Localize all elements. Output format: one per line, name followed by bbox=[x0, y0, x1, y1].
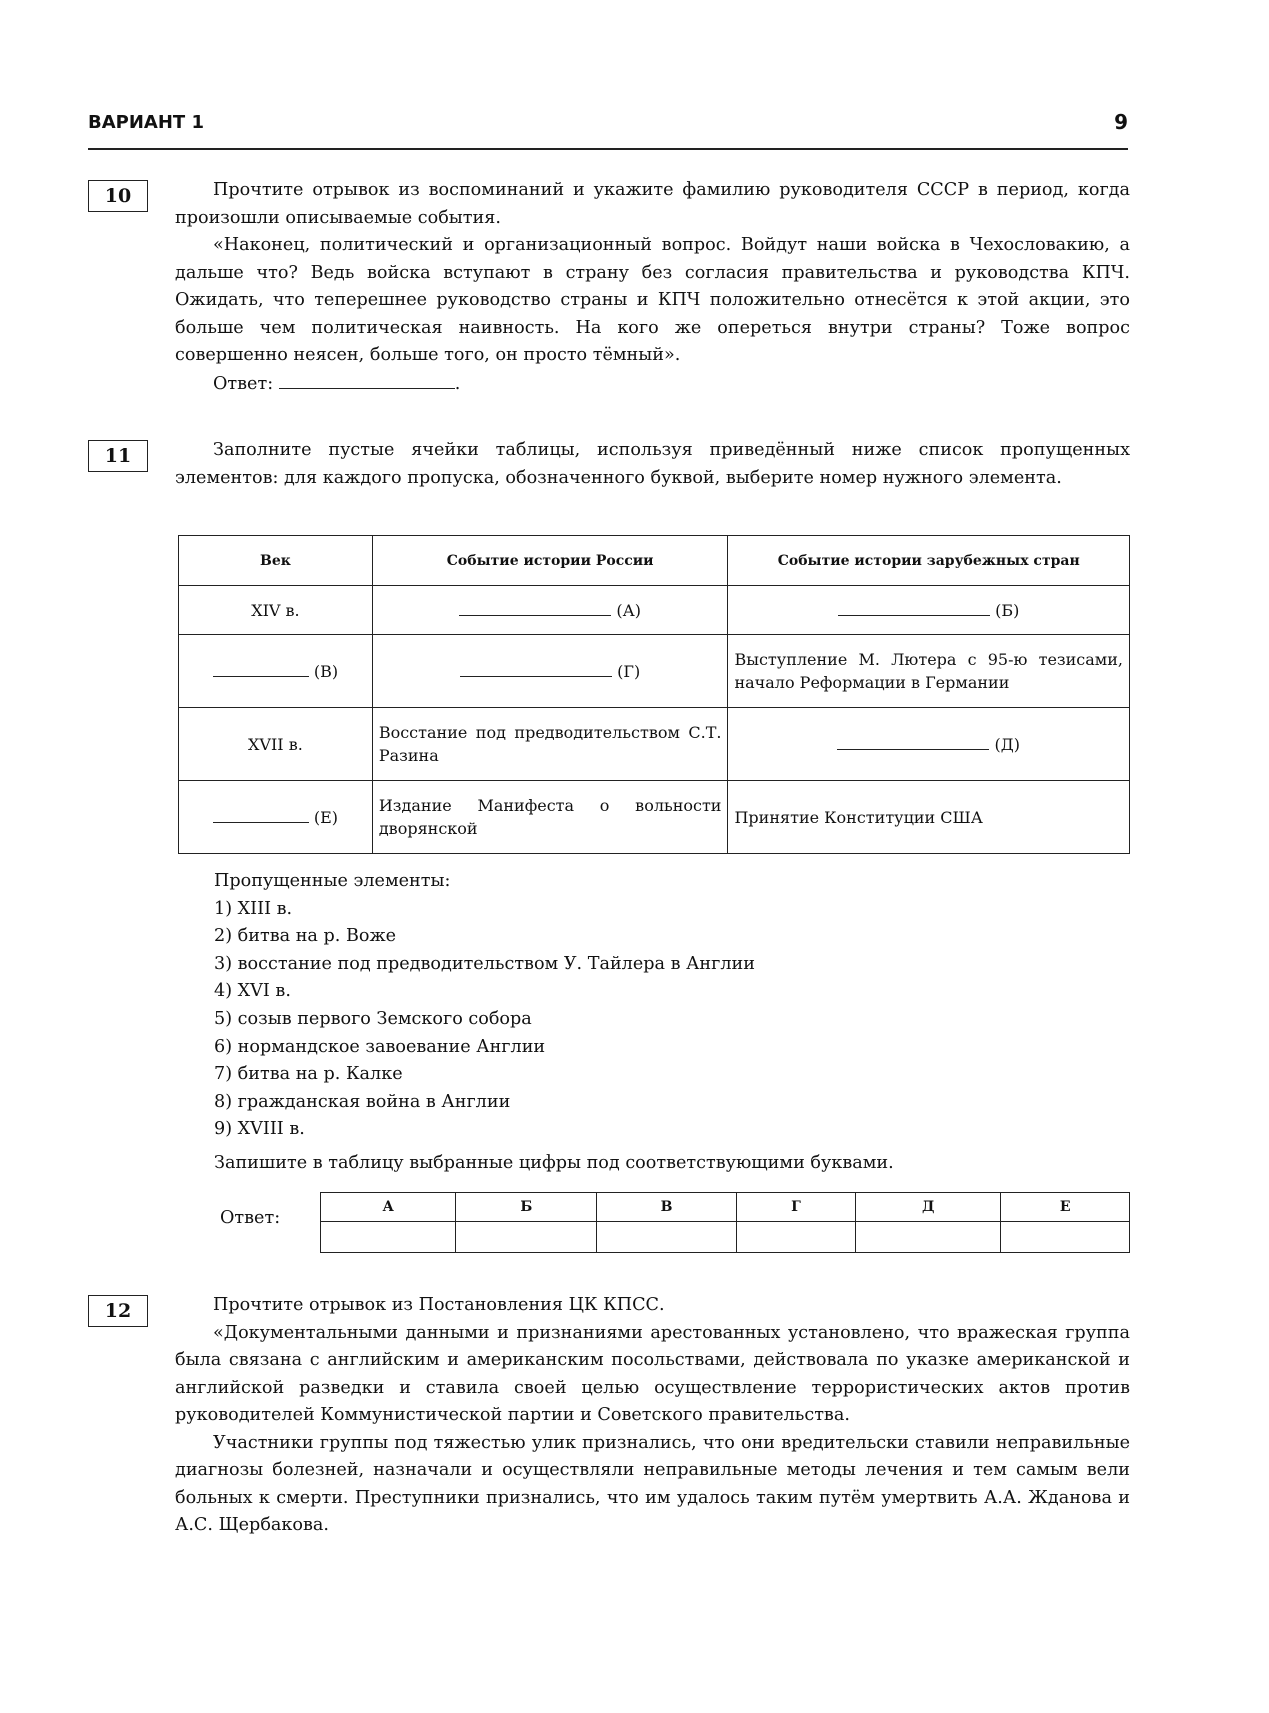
answer-letter: Б bbox=[456, 1193, 597, 1222]
answer-values-row bbox=[321, 1222, 1130, 1253]
events-table bbox=[178, 535, 1130, 854]
list-item: 5) созыв первого Земского собора bbox=[214, 1008, 532, 1029]
answer-cell[interactable] bbox=[597, 1222, 737, 1253]
answer-cell[interactable] bbox=[456, 1222, 597, 1253]
cell-russia: Восстание под предводительством С.Т. Разина bbox=[372, 708, 728, 781]
answer-cell[interactable] bbox=[856, 1222, 1001, 1253]
answer-letter: В bbox=[597, 1193, 737, 1222]
cell-foreign-blank[interactable]: (Б) bbox=[728, 586, 1130, 635]
cell-foreign: Принятие Конституции США bbox=[728, 781, 1130, 854]
cell-russia-blank[interactable]: (А) bbox=[372, 586, 728, 635]
list-item: 1) XIII в. bbox=[214, 898, 293, 919]
answer-cell[interactable] bbox=[736, 1222, 855, 1253]
answer-letter: Д bbox=[856, 1193, 1001, 1222]
question-10 bbox=[175, 177, 1130, 398]
cell-century: XIV в. bbox=[179, 586, 373, 635]
table-row bbox=[179, 781, 1130, 854]
q10-answer-field[interactable] bbox=[279, 370, 455, 389]
answer-cell[interactable] bbox=[1001, 1222, 1130, 1253]
write-instruction: Запишите в таблицу выбранные цифры под соответствующими буквами. bbox=[214, 1153, 894, 1173]
q10-quote: «Наконец, политический и организационный вопрос. Войдут наши войска в Чехословакию, а дальше что? Ведь войска вступают в страну без согласия правительства и руководства КПЧ. Ожидать, что теперешнее руководство страны и КПЧ положительно отнесётся к этой акции, это больше чем политическая наивность. На кого же опереться внутри страны? Тоже вопрос совершенно неясен, больше того, он просто тёмный». bbox=[175, 235, 1130, 365]
page-number: 9 bbox=[1114, 110, 1128, 134]
answer-letter: А bbox=[321, 1193, 456, 1222]
list-item: 3) восстание под предводительством У. Тайлера в Англии bbox=[214, 953, 756, 974]
list-item: 9) XVIII в. bbox=[214, 1119, 305, 1140]
question-number-12: 12 bbox=[88, 1295, 148, 1327]
q12-para-2: Участники группы под тяжестью улик признались, что они вредительски ставили неправильные диагнозы болезней, назначали и осуществляли неправильные методы лечения и тем самым вели больных к смерти. Преступники признались, что им удалось таким путём умертвить А.А. Жданова и А.С. Щербакова. bbox=[175, 1432, 1130, 1535]
page-header bbox=[88, 110, 1128, 150]
q12-para-1: «Документальными данными и признаниями арестованных установлено, что вражеская группа была связана с английским и американским посольствами, действовала по указке американской и английской разведки и ставила своей целью осуществление террористических актов против руководителей Коммунистической партии и Советского правительства. bbox=[175, 1322, 1130, 1425]
q12-prompt: Прочтите отрывок из Постановления ЦК КПСС. bbox=[213, 1295, 665, 1315]
question-11 bbox=[175, 437, 1130, 492]
question-number-10: 10 bbox=[88, 180, 148, 212]
q10-answer-row: Ответ: . bbox=[175, 370, 1130, 399]
header-russia: Событие истории России bbox=[372, 536, 728, 586]
question-12 bbox=[175, 1292, 1130, 1540]
answer-letter: Е bbox=[1001, 1193, 1130, 1222]
table-row bbox=[179, 586, 1130, 635]
q11-answer-label: Ответ: bbox=[220, 1208, 281, 1228]
cell-foreign-blank[interactable]: (Д) bbox=[728, 708, 1130, 781]
header-foreign: Событие истории зарубежных стран bbox=[728, 536, 1130, 586]
cell-century-blank[interactable]: (В) bbox=[179, 635, 373, 708]
table-row bbox=[179, 708, 1130, 781]
list-item: 8) гражданская война в Англии bbox=[214, 1091, 511, 1112]
answer-cell[interactable] bbox=[321, 1222, 456, 1253]
list-item: 6) нормандское завоевание Англии bbox=[214, 1036, 546, 1057]
q10-answer-label: Ответ: bbox=[213, 373, 274, 394]
list-item: 7) битва на р. Калке bbox=[214, 1064, 403, 1085]
answer-letters-row bbox=[321, 1193, 1130, 1222]
table-row bbox=[179, 635, 1130, 708]
q11-prompt: Заполните пустые ячейки таблицы, используя приведённый ниже список пропущенных элементов: для каждого пропуска, обозначенного буквой, выберите номер нужного элемента. bbox=[175, 440, 1130, 488]
missing-title: Пропущенные элементы: bbox=[214, 871, 451, 891]
cell-foreign: Выступление М. Лютера с 95-ю тезисами, начало Реформации в Германии bbox=[728, 635, 1130, 708]
list-item: 2) битва на р. Воже bbox=[214, 926, 397, 947]
cell-russia: Издание Манифеста о вольности дворянской bbox=[372, 781, 728, 854]
list-item: 4) XVI в. bbox=[214, 981, 291, 1002]
cell-russia-blank[interactable]: (Г) bbox=[372, 635, 728, 708]
cell-century: XVII в. bbox=[179, 708, 373, 781]
missing-elements-list bbox=[214, 868, 755, 1144]
variant-label: ВАРИАНТ 1 bbox=[88, 112, 204, 133]
header-century: Век bbox=[179, 536, 373, 586]
answer-grid bbox=[320, 1192, 1130, 1253]
answer-letter: Г bbox=[736, 1193, 855, 1222]
q10-prompt: Прочтите отрывок из воспоминаний и укажите фамилию руководителя СССР в период, когда произошли описываемые события. bbox=[175, 180, 1130, 228]
table-header-row bbox=[179, 536, 1130, 586]
question-number-11: 11 bbox=[88, 440, 148, 472]
cell-century-blank[interactable]: (Е) bbox=[179, 781, 373, 854]
